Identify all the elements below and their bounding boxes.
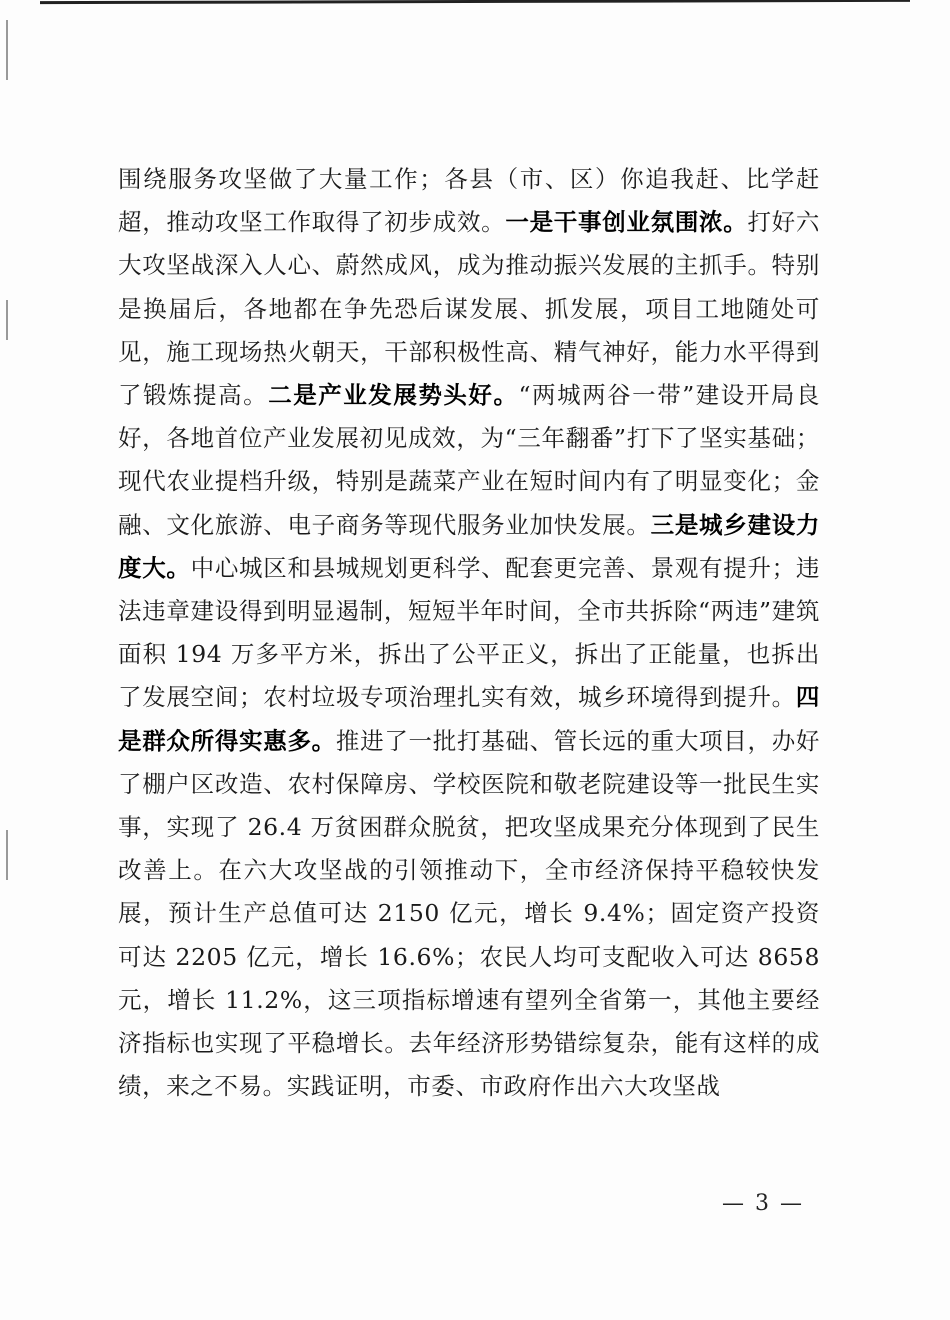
- page-number: — 3 —: [722, 1191, 804, 1216]
- emphasis-heading-1: 一是干事创业氛围浓。: [505, 208, 748, 237]
- emphasis-heading-3: 三是城乡建设力度大。: [118, 510, 821, 582]
- text-segment: 打好六大攻坚战深入人心、蔚然成风，成为推动振兴发展的主抓手。特别是换届后，各地都在争先恐后谋发展、抓发展，项目工地随处可见，施工现场热火朝天，干部积极性高、精气神好，能力水平得到了锻炼提高。: [118, 208, 820, 410]
- body-paragraph: [118, 158, 820, 1108]
- text-segment: 中心城区和县城规划更科学、配套更完善、景观有提升；违法违章建设得到明显遏制，短短半年时间，全市共拆除“两违”建筑面积 194 万多平方米，拆出了公平正义，拆出了正能量，也拆出了发展空间；农村垃圾专项治理扎实有效，城乡环境得到提升。: [118, 553, 820, 712]
- paragraph-text: [118, 158, 820, 1108]
- text-segment: 围绕服务攻坚做了大量工作；各县（市、区）你追我赶、比学赶超，推动攻坚工作取得了初步成效。: [118, 165, 820, 237]
- text-segment: 推进了一批打基础、管长远的重大项目，办好了棚户区改造、农村保障房、学校医院和敬老院建设等一批民生实事，实现了 26.4 万贫困群众脱贫，把攻坚成果充分体现到了民生改善上。在六大攻坚战的引领推动下，全市经济保持平稳较快发展，预计生产总值可达 2150 亿元，增长 9.4%；固定资产投资可达 2205 亿元，增长 16.6%；农民人均可支配收入可达 8658 元，增长 11.2%，这三项指标增速有望列全省第一，其他主要经济指标也实现了平稳增长。去年经济形势错综复杂，能有这样的成绩，来之不易。实践证明，市委、市政府作出六大攻坚战: [118, 726, 821, 1101]
- scan-margin-mark: [6, 830, 8, 880]
- scan-margin-mark: [6, 300, 8, 340]
- text-segment: “两城两谷一带”建设开局良好，各地首位产业发展初见成效，为“三年翻番”打下了坚实基础；现代农业提档升级，特别是蔬菜产业在短时间内有了明显变化；金融、文化旅游、电子商务等现代服务业加快发展。: [118, 381, 820, 539]
- scan-top-edge: [40, 0, 910, 4]
- scan-margin-mark: [6, 20, 8, 80]
- emphasis-heading-4: 四是群众所得实惠多。: [118, 683, 820, 755]
- emphasis-heading-2: 二是产业发展势头好。: [268, 381, 519, 410]
